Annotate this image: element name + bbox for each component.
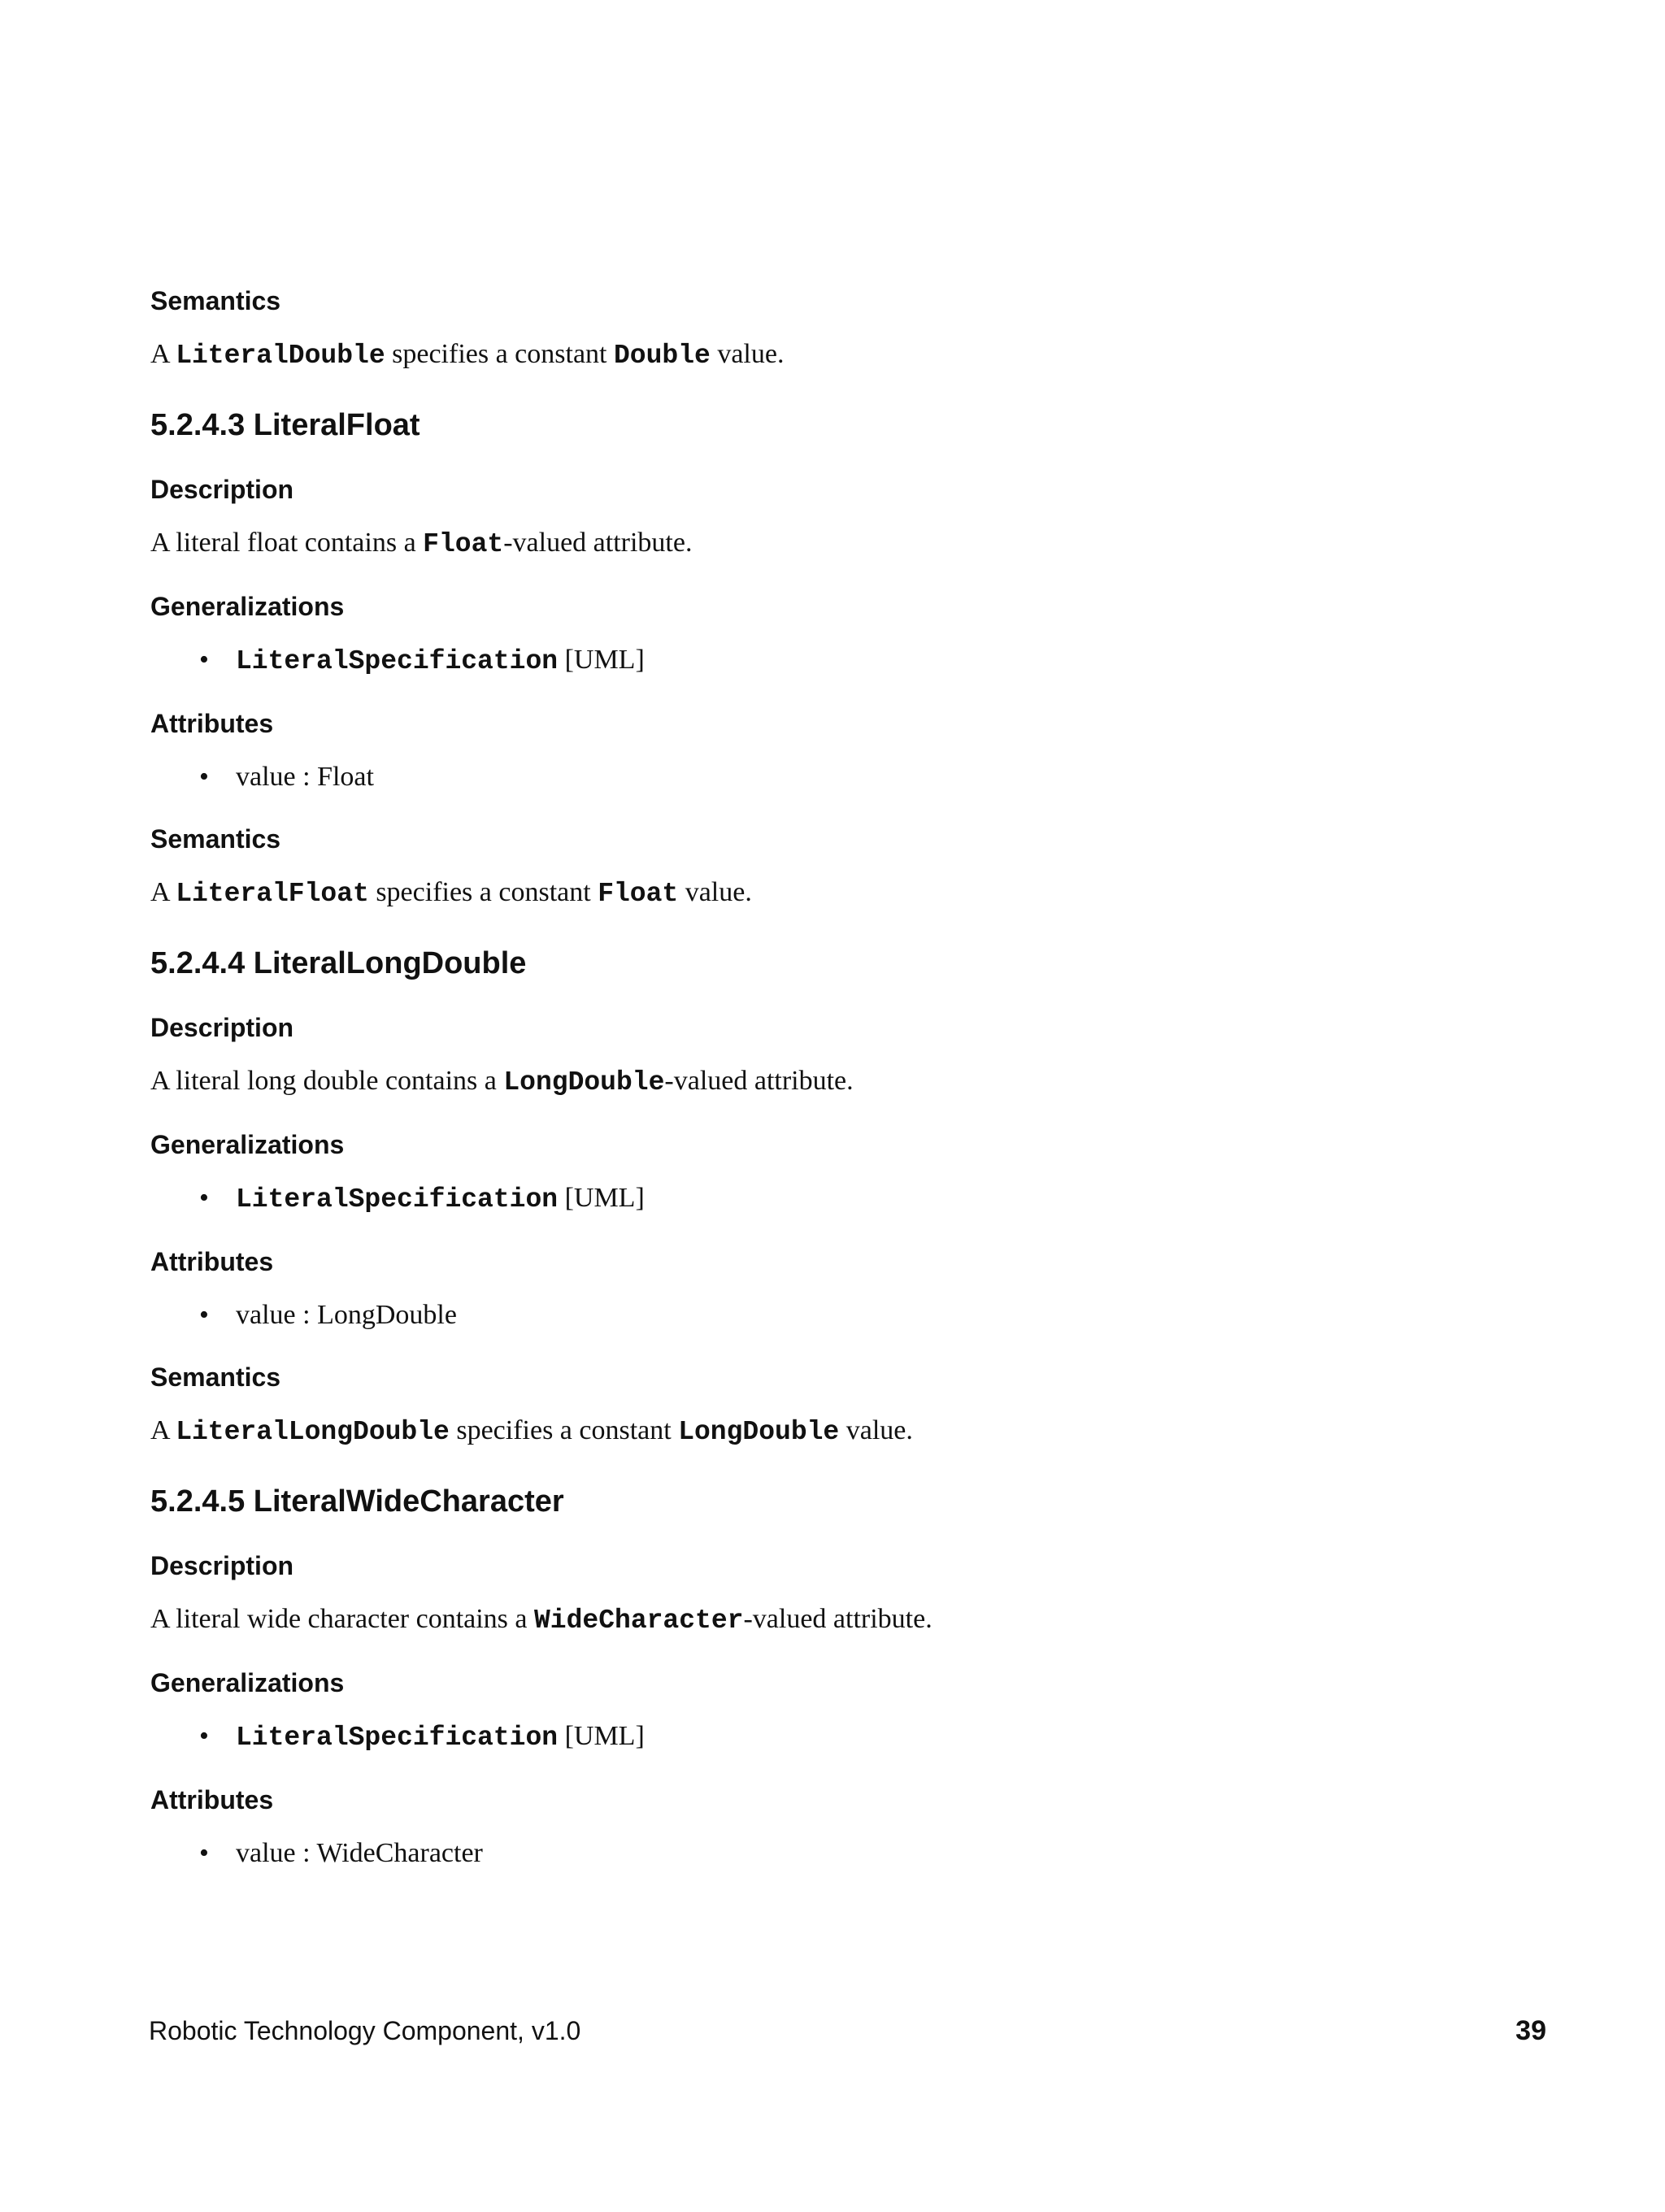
- code-term: Float: [423, 529, 504, 559]
- page-number: 39: [1515, 2015, 1546, 2046]
- code-term: LiteralDouble: [176, 341, 385, 371]
- code-term: Double: [614, 341, 711, 371]
- description-heading: Description: [150, 475, 294, 504]
- code-term: LiteralLongDouble: [176, 1417, 450, 1447]
- list-item: [150, 1180, 1549, 1218]
- code-term: WideCharacter: [534, 1606, 744, 1636]
- bullet-icon: •: [199, 1721, 209, 1751]
- attributes-heading: Attributes: [150, 1247, 274, 1276]
- list-item: [150, 1297, 1549, 1333]
- page-footer: [149, 2013, 1546, 2049]
- semantics-heading: Semantics: [150, 1362, 281, 1392]
- attributes-heading: Attributes: [150, 709, 274, 738]
- attributes-list: [150, 1297, 1549, 1333]
- text-run: specifies a constant: [385, 339, 614, 369]
- text-run: value.: [839, 1415, 913, 1445]
- attributes-heading: Attributes: [150, 1785, 274, 1814]
- list-item: [150, 642, 1549, 680]
- section-title-literallongdouble: 5.2.4.4 LiteralLongDouble: [150, 946, 527, 980]
- text-run: value.: [710, 339, 785, 369]
- semantics-paragraph: [150, 875, 1549, 912]
- code-term: LongDouble: [678, 1417, 840, 1447]
- description-paragraph: [150, 1063, 1549, 1101]
- generalizations-list: [150, 1180, 1549, 1218]
- section-title-literalwidecharacter: 5.2.4.5 LiteralWideCharacter: [150, 1484, 564, 1519]
- attributes-list: [150, 1836, 1549, 1871]
- list-item: [150, 1836, 1549, 1871]
- generalizations-heading: Generalizations: [150, 1130, 345, 1159]
- attribute-text: value : LongDouble: [236, 1300, 457, 1330]
- bullet-icon: •: [199, 645, 209, 675]
- attribute-text: value : Float: [236, 762, 374, 792]
- code-term: LiteralSpecification: [236, 646, 559, 676]
- text-run: specifies a constant: [449, 1415, 679, 1445]
- semantics-heading: Semantics: [150, 824, 281, 854]
- semantics-heading: Semantics: [150, 286, 281, 315]
- bullet-icon: •: [199, 1300, 209, 1330]
- text-run: -valued attribute.: [743, 1604, 932, 1634]
- code-term: Float: [598, 879, 679, 909]
- text-run: A literal long double contains a: [150, 1066, 504, 1096]
- code-term: LiteralSpecification: [236, 1184, 559, 1215]
- code-term: LiteralFloat: [176, 879, 369, 909]
- description-heading: Description: [150, 1013, 294, 1042]
- text-run: A: [150, 877, 176, 907]
- text-run: [UML]: [558, 1721, 645, 1751]
- semantics-paragraph: [150, 337, 1549, 374]
- text-run: A literal wide character contains a: [150, 1604, 534, 1634]
- generalizations-heading: Generalizations: [150, 1668, 345, 1697]
- code-term: LiteralSpecification: [236, 1723, 559, 1753]
- text-run: -valued attribute.: [503, 528, 693, 558]
- list-item: [150, 1719, 1549, 1756]
- section-title-literalfloat: 5.2.4.3 LiteralFloat: [150, 408, 420, 442]
- bullet-icon: •: [199, 1183, 209, 1213]
- text-run: [UML]: [558, 1183, 645, 1213]
- text-run: A: [150, 1415, 176, 1445]
- generalizations-heading: Generalizations: [150, 592, 345, 621]
- text-run: specifies a constant: [368, 877, 598, 907]
- code-term: LongDouble: [503, 1067, 665, 1097]
- text-run: [UML]: [558, 645, 645, 675]
- text-run: A literal float contains a: [150, 528, 424, 558]
- list-item: [150, 759, 1549, 795]
- attributes-list: [150, 759, 1549, 795]
- semantics-paragraph: [150, 1413, 1549, 1450]
- bullet-icon: •: [199, 1838, 209, 1868]
- text-run: value.: [678, 877, 752, 907]
- text-run: A: [150, 339, 176, 369]
- attribute-text: value : WideCharacter: [236, 1838, 483, 1868]
- description-paragraph: [150, 1601, 1549, 1639]
- generalizations-list: [150, 1719, 1549, 1756]
- description-heading: Description: [150, 1551, 294, 1580]
- footer-document-title: Robotic Technology Component, v1.0: [149, 2016, 581, 2045]
- document-body: [150, 285, 1549, 1871]
- text-run: -valued attribute.: [664, 1066, 854, 1096]
- bullet-icon: •: [199, 762, 209, 792]
- description-paragraph: [150, 525, 1549, 563]
- generalizations-list: [150, 642, 1549, 680]
